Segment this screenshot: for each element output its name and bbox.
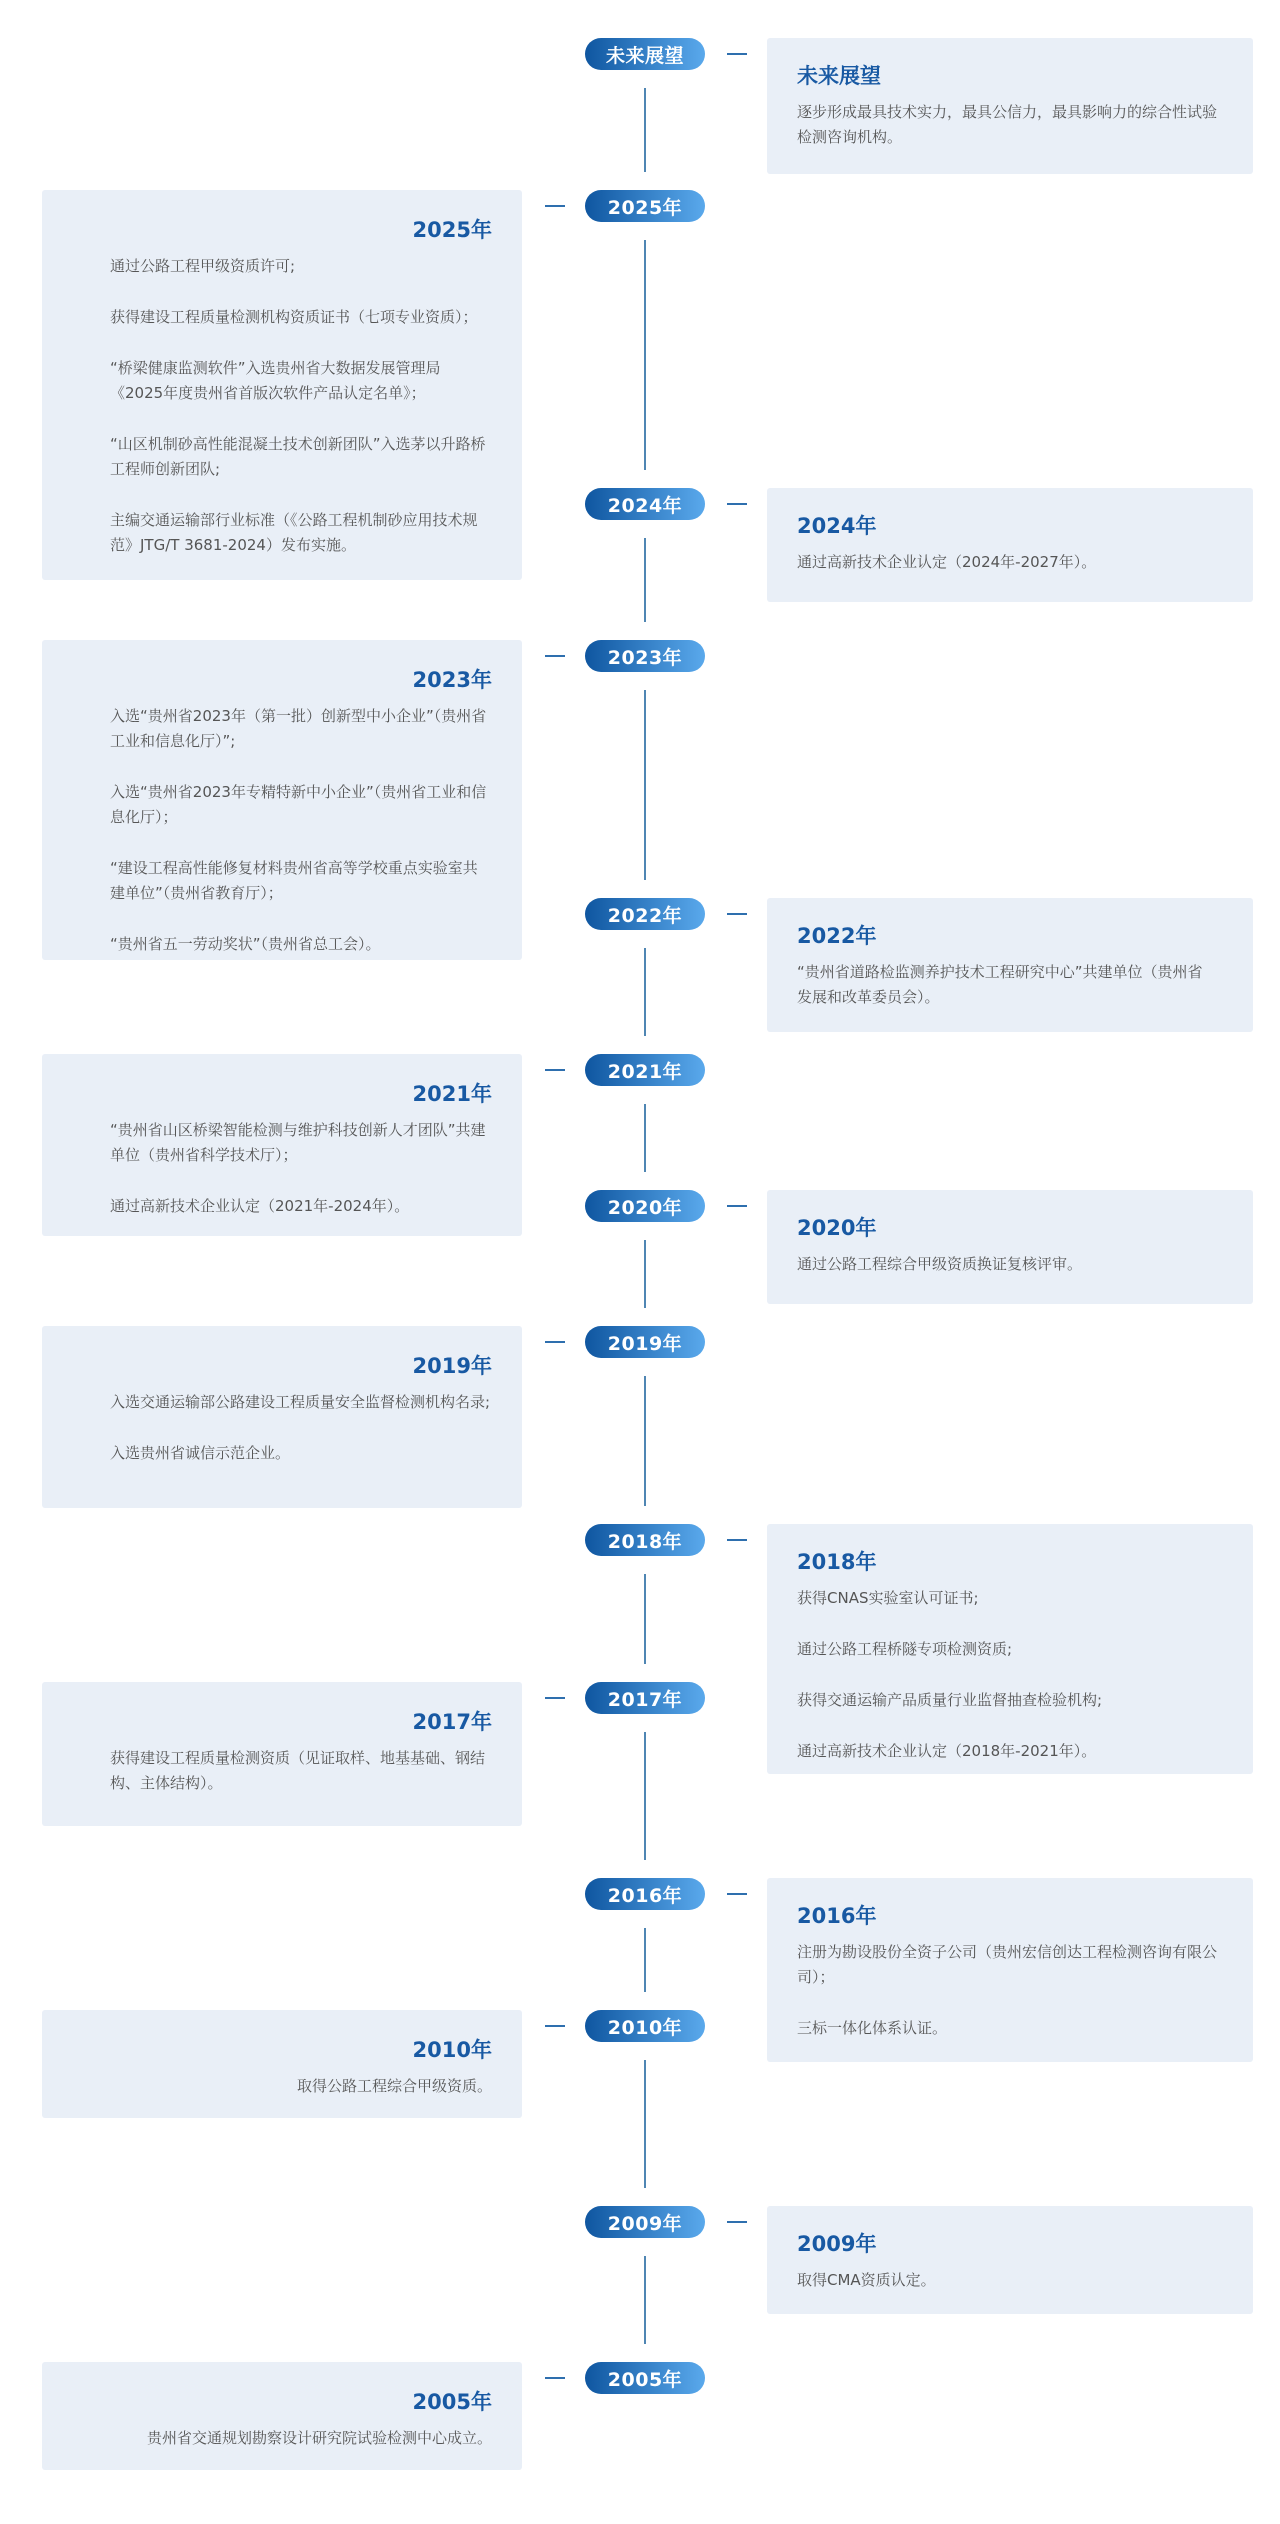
year-pill[interactable]: 2023年 <box>585 640 705 672</box>
year-pill[interactable]: 2024年 <box>585 488 705 520</box>
year-pill[interactable]: 2025年 <box>585 190 705 222</box>
milestone-title: 2016年 <box>797 1904 877 1928</box>
pill-dash <box>727 1893 747 1895</box>
pill-dash <box>545 1341 565 1343</box>
milestone-item: 取得公路工程综合甲级资质。 <box>296 2077 492 2095</box>
year-pill[interactable]: 2017年 <box>585 1682 705 1714</box>
milestone-item: 取得CMA资质认定。 <box>797 2271 936 2289</box>
milestone-item: “山区机制砂高性能混凝土技术创新团队”入选茅以升路桥工程师创新团队; <box>110 435 486 478</box>
pill-dash <box>545 655 565 657</box>
timeline-connector <box>644 1104 646 1172</box>
year-pill[interactable]: 未来展望 <box>585 38 705 70</box>
milestone-title: 2018年 <box>797 1550 877 1574</box>
milestone-title: 2023年 <box>412 668 492 692</box>
pill-dash <box>727 503 747 505</box>
milestone-card <box>767 38 1253 174</box>
timeline-connector <box>644 538 646 622</box>
milestone-item: 三标一体化体系认证。 <box>797 2019 948 2037</box>
milestone-item: 获得CNAS实验室认可证书; <box>797 1589 979 1607</box>
pill-dash <box>545 2377 565 2379</box>
milestone-card <box>42 1054 522 1236</box>
milestone-item: 注册为勘设股份全资子公司（贵州宏信创达工程检测咨询有限公司）； <box>797 1943 1218 1986</box>
milestone-card <box>42 190 522 580</box>
milestone-item: 入选交通运输部公路建设工程质量安全监督检测机构名录; <box>110 1393 491 1411</box>
year-pill[interactable]: 2016年 <box>585 1878 705 1910</box>
milestone-item: 入选“贵州省2023年专精特新中小企业”（贵州省工业和信息化厅）； <box>110 783 487 826</box>
milestone-title: 2024年 <box>797 514 877 538</box>
milestone-item: 主编交通运输部行业标准（《公路工程机制砂应用技术规范》JTG/T 3681-2024）发布实施。 <box>110 511 478 554</box>
pill-dash <box>727 913 747 915</box>
timeline-connector <box>644 2060 646 2188</box>
milestone-title: 2020年 <box>797 1216 877 1240</box>
milestone-item: 通过公路工程桥隧专项检测资质; <box>797 1640 1013 1658</box>
milestone-title: 2025年 <box>412 218 492 242</box>
milestone-title: 2021年 <box>412 1082 492 1106</box>
milestone-title: 2010年 <box>412 2038 492 2062</box>
milestone-item: “贵州省五一劳动奖状”（贵州省总工会）。 <box>110 935 381 953</box>
milestone-item: 获得建设工程质量检测机构资质证书（七项专业资质）； <box>110 308 478 326</box>
timeline-connector <box>644 948 646 1036</box>
pill-dash <box>727 2221 747 2223</box>
milestone-item: 通过高新技术企业认定（2024年-2027年）。 <box>797 553 1097 571</box>
milestone-card <box>42 640 522 960</box>
milestone-item: 获得建设工程质量检测资质（见证取样、地基基础、钢结构、主体结构）。 <box>110 1749 486 1792</box>
milestone-item: 入选贵州省诚信示范企业。 <box>110 1444 291 1462</box>
timeline-connector <box>644 1732 646 1860</box>
pill-dash <box>545 1697 565 1699</box>
timeline-connector <box>644 1574 646 1664</box>
milestone-card <box>42 1682 522 1826</box>
year-pill[interactable]: 2009年 <box>585 2206 705 2238</box>
milestone-item: 通过高新技术企业认定（2021年-2024年）。 <box>110 1197 410 1215</box>
milestone-card <box>42 2010 522 2118</box>
timeline-connector <box>644 1376 646 1506</box>
pill-dash <box>545 2025 565 2027</box>
year-pill[interactable]: 2019年 <box>585 1326 705 1358</box>
year-pill[interactable]: 2018年 <box>585 1524 705 1556</box>
milestone-item: 入选“贵州省2023年（第一批）创新型中小企业”（贵州省工业和信息化厅）”; <box>110 707 487 750</box>
milestone-item: 逐步形成最具技术实力，最具公信力，最具影响力的综合性试验检测咨询机构。 <box>797 103 1218 146</box>
year-pill[interactable]: 2010年 <box>585 2010 705 2042</box>
milestone-title: 2005年 <box>412 2390 492 2414</box>
milestone-card <box>767 1878 1253 2062</box>
milestone-card <box>767 898 1253 1032</box>
pill-dash <box>727 53 747 55</box>
milestone-title: 2022年 <box>797 924 877 948</box>
milestone-card <box>42 1326 522 1508</box>
milestone-card <box>767 488 1253 602</box>
year-pill[interactable]: 2020年 <box>585 1190 705 1222</box>
milestone-item: “贵州省道路检监测养护技术工程研究中心”共建单位（贵州省发展和改革委员会）。 <box>797 963 1203 1006</box>
timeline-connector <box>644 88 646 172</box>
milestone-card <box>767 2206 1253 2314</box>
milestone-card <box>42 2362 522 2470</box>
milestone-card <box>767 1524 1253 1774</box>
milestone-item: 通过高新技术企业认定（2018年-2021年）。 <box>797 1742 1097 1760</box>
pill-dash <box>545 1069 565 1071</box>
milestone-item: 获得交通运输产品质量行业监督抽查检验机构; <box>797 1691 1103 1709</box>
timeline-connector <box>644 690 646 880</box>
milestone-item: “桥梁健康监测软件”入选贵州省大数据发展管理局《2025年度贵州省首版次软件产品认定名单》； <box>110 359 441 402</box>
pill-dash <box>727 1205 747 1207</box>
milestone-item: “贵州省山区桥梁智能检测与维护科技创新人才团队”共建单位（贵州省科学技术厅）； <box>110 1121 486 1164</box>
milestone-title: 2009年 <box>797 2232 877 2256</box>
year-pill[interactable]: 2021年 <box>585 1054 705 1086</box>
timeline-connector <box>644 1928 646 1992</box>
milestone-title: 2017年 <box>412 1710 492 1734</box>
milestone-item: 通过公路工程甲级资质许可; <box>110 257 296 275</box>
milestone-item: “建设工程高性能修复材料贵州省高等学校重点实验室共建单位”（贵州省教育厅）； <box>110 859 478 902</box>
milestone-title: 未来展望 <box>797 64 881 88</box>
timeline-connector <box>644 1240 646 1308</box>
milestone-item: 通过公路工程综合甲级资质换证复核评审。 <box>797 1255 1083 1273</box>
milestone-title: 2019年 <box>412 1354 492 1378</box>
pill-dash <box>727 1539 747 1541</box>
timeline-connector <box>644 2256 646 2344</box>
pill-dash <box>545 205 565 207</box>
timeline-connector <box>644 240 646 470</box>
milestone-card <box>767 1190 1253 1304</box>
year-pill[interactable]: 2005年 <box>585 2362 705 2394</box>
milestone-item: 贵州省交通规划勘察设计研究院试验检测中心成立。 <box>146 2429 492 2447</box>
year-pill[interactable]: 2022年 <box>585 898 705 930</box>
